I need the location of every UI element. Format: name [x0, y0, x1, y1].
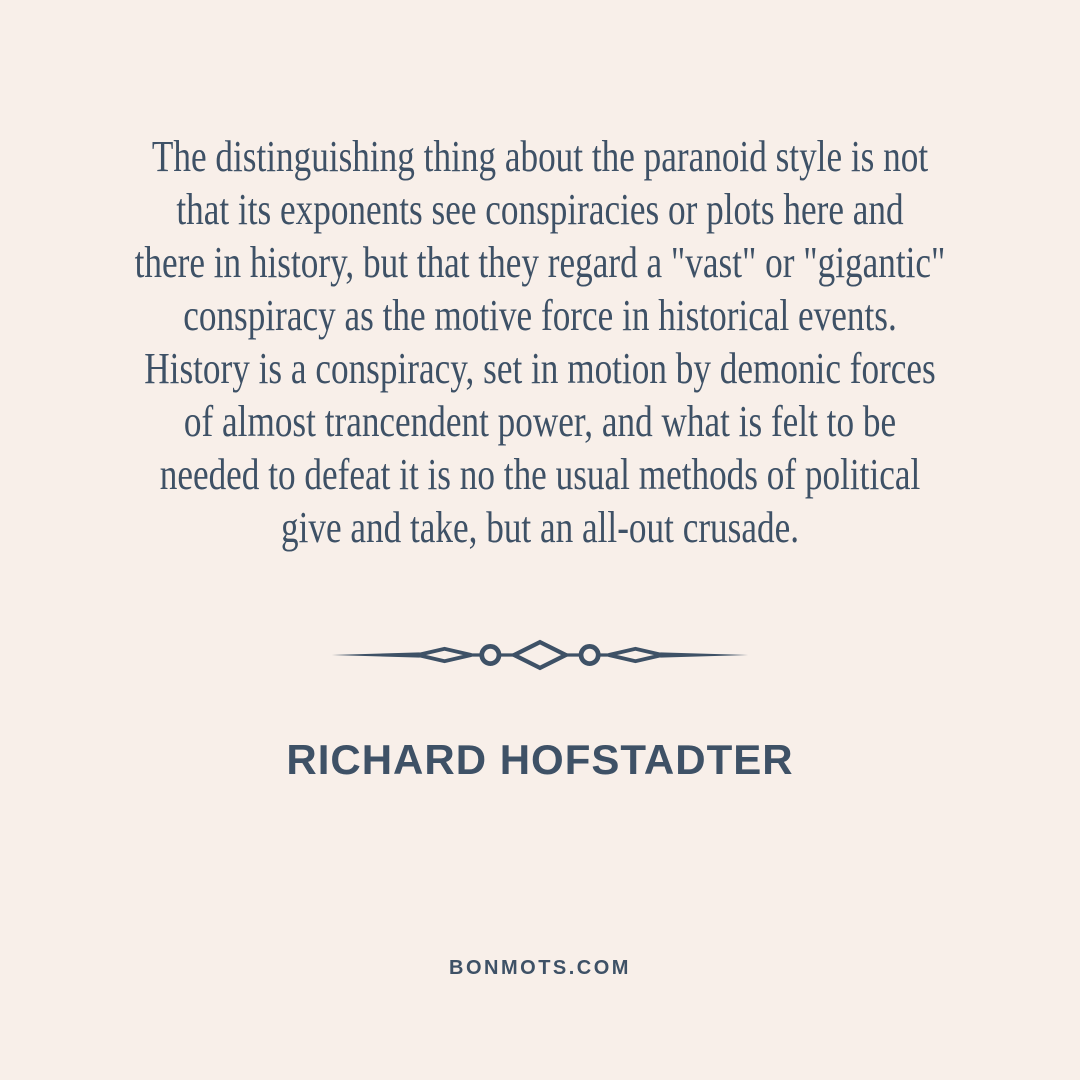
ornamental-divider-icon	[0, 637, 1080, 673]
quote-line: History is a conspiracy, set in motion by demonic forces	[144, 344, 936, 393]
quote-line: conspiracy as the motive force in historical events.	[183, 291, 897, 340]
quote-line: that its exponents see conspiracies or plots here and	[176, 185, 904, 234]
quote-line: needed to defeat it is no the usual methods of political	[159, 450, 921, 499]
quote-line: give and take, but an all-out crusade.	[280, 503, 800, 552]
quote-line: there in history, but that they regard a "vast" or "gigantic"	[134, 238, 946, 287]
quote-text	[108, 130, 972, 554]
quote-line: The distinguishing thing about the paranoid style is not	[151, 132, 929, 181]
author-name: RICHARD HOFSTADTER	[286, 736, 794, 783]
site-credit: BONMOTS.COM	[449, 957, 631, 979]
quote-line: of almost trancendent power, and what is felt to be	[183, 397, 897, 446]
